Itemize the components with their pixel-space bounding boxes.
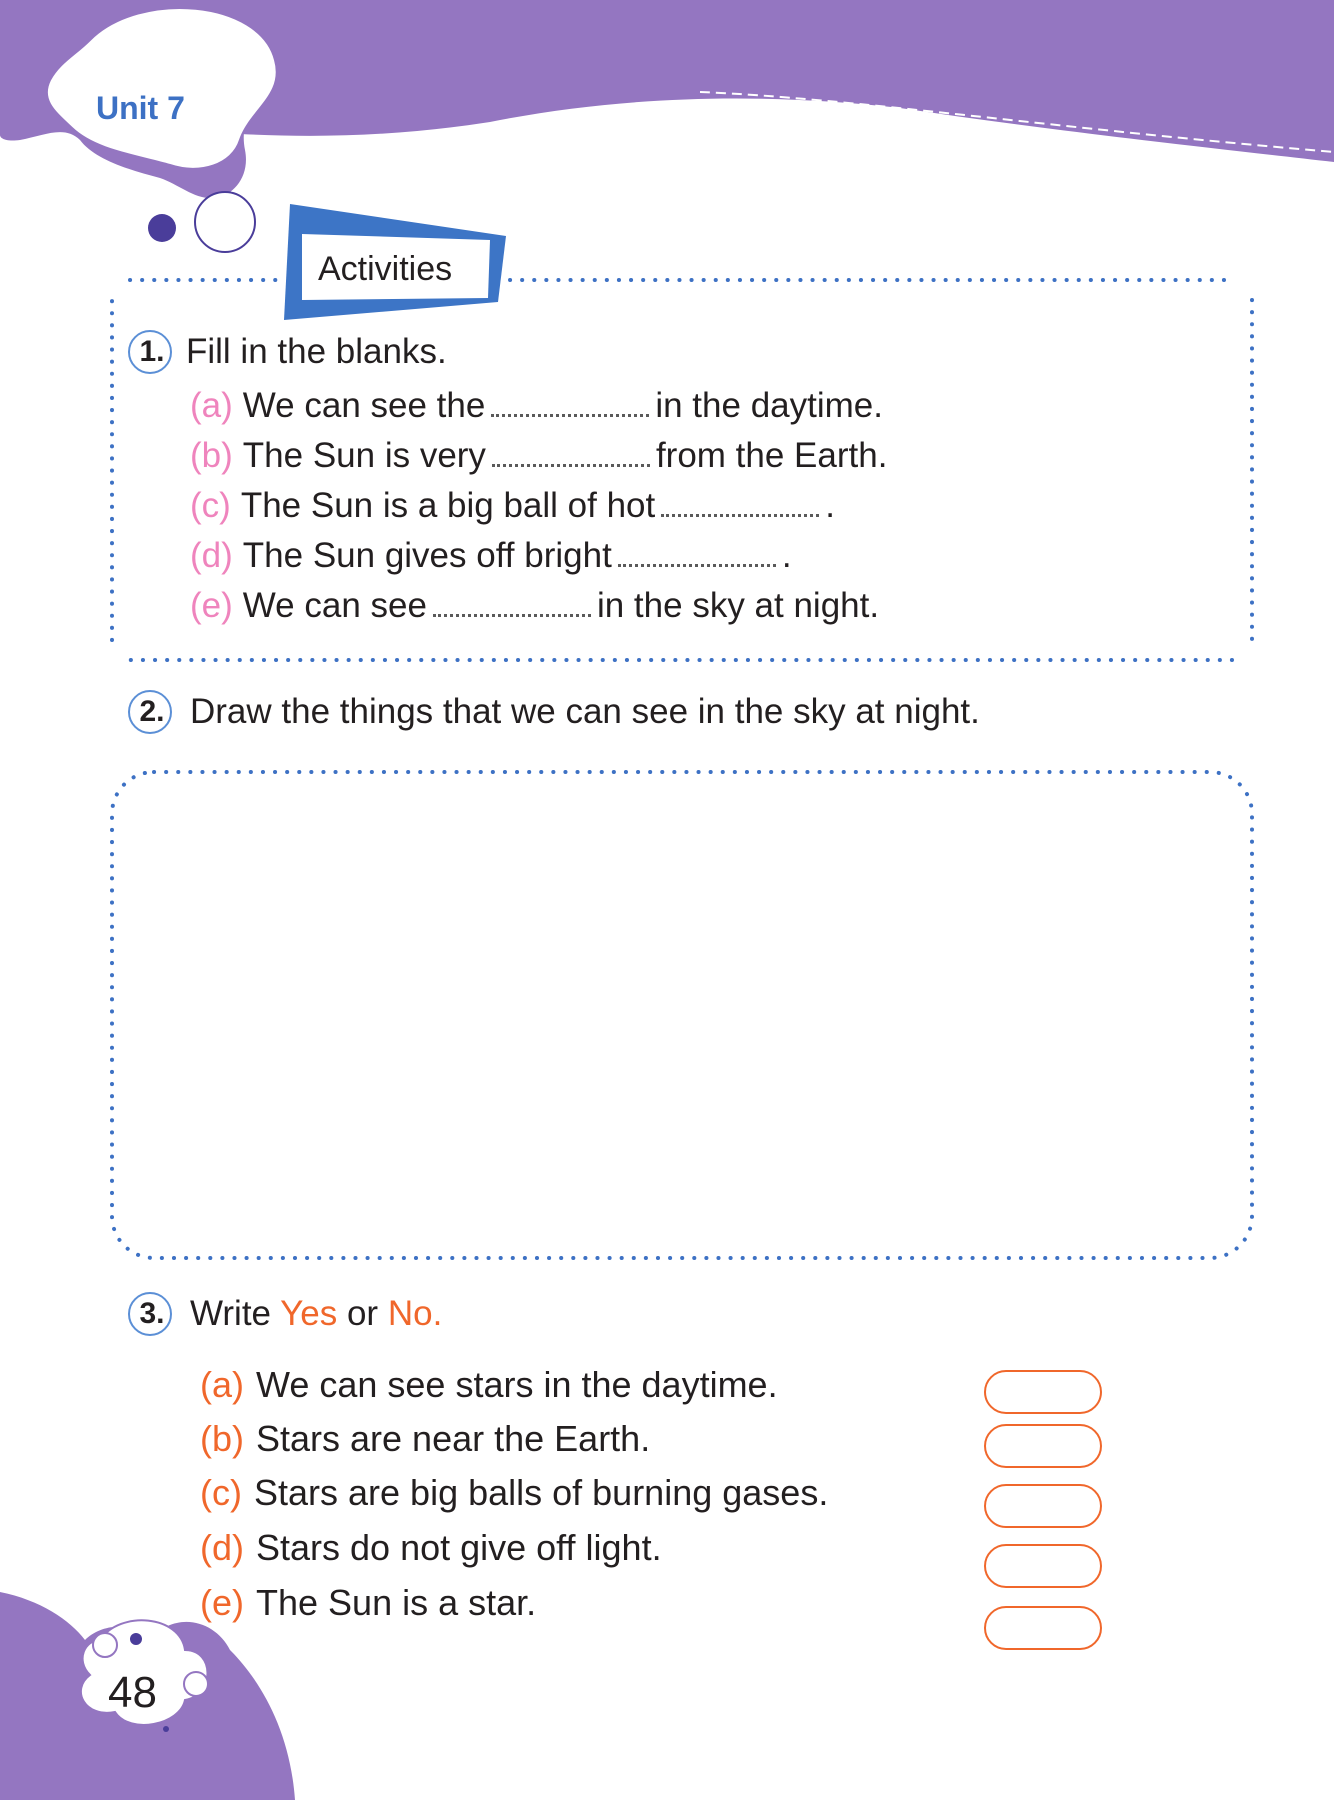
- q1-item-after: in the sky at night.: [596, 586, 880, 625]
- q1-item-after: .: [825, 486, 835, 525]
- q3-title-middle: or: [346, 1294, 379, 1333]
- yes-word: Yes: [280, 1294, 338, 1333]
- q1-number-badge: [128, 330, 172, 374]
- blank-field[interactable]: [618, 542, 776, 567]
- q3-item-letter: (a): [200, 1364, 244, 1405]
- q3-item-text: Stars are near the Earth.: [256, 1418, 651, 1459]
- q2-number: 2.: [139, 695, 165, 728]
- footer-dot: [130, 1633, 142, 1645]
- footer-ring: [93, 1633, 117, 1657]
- q1-item-before: The Sun gives off bright: [242, 536, 612, 575]
- answer-box-d[interactable]: [984, 1544, 1102, 1588]
- q3-item-text: We can see stars in the daytime.: [256, 1364, 778, 1405]
- q1-item-before: We can see: [242, 586, 427, 625]
- q1-item-a: [190, 386, 883, 426]
- drawing-area[interactable]: [120, 780, 1244, 1250]
- q3-number: 3.: [139, 1297, 165, 1330]
- q1-item-before: The Sun is very: [242, 436, 486, 475]
- q3-number-badge: [128, 1292, 172, 1336]
- q3-item-e: [200, 1582, 536, 1624]
- q1-item-d: [190, 536, 792, 576]
- no-word: No.: [387, 1294, 443, 1333]
- q3-item-letter: (c): [200, 1472, 242, 1513]
- footer-dot-2: [163, 1726, 169, 1732]
- q3-item-letter: (e): [200, 1582, 244, 1623]
- q3-item-text: Stars do not give off light.: [256, 1527, 662, 1568]
- q1-item-after: from the Earth.: [655, 436, 888, 475]
- blank-field[interactable]: [433, 592, 591, 617]
- q1-number: 1.: [139, 335, 165, 368]
- q1-item-letter: (e): [190, 586, 233, 625]
- activities-label: Activities: [318, 250, 453, 288]
- q1-item-before: The Sun is a big ball of hot: [240, 486, 656, 525]
- unit-label: Unit 7: [96, 90, 185, 126]
- page-number: 48: [108, 1668, 157, 1717]
- q3-item-text: The Sun is a star.: [256, 1582, 537, 1623]
- q1-item-b: [190, 436, 887, 476]
- q2-title: Draw the things that we can see in the sky at night.: [190, 692, 980, 731]
- q3-item-letter: (d): [200, 1527, 244, 1568]
- bubble-ring: [195, 192, 255, 252]
- blank-field[interactable]: [491, 392, 649, 417]
- q1-title: Fill in the blanks.: [186, 332, 447, 371]
- q3-title-prefix: Write: [190, 1294, 272, 1333]
- answer-box-c[interactable]: [984, 1484, 1102, 1528]
- q1-item-letter: (a): [190, 386, 233, 425]
- q1-item-c: [190, 486, 835, 526]
- q3-item-text: Stars are big balls of burning gases.: [253, 1472, 829, 1513]
- footer-ring-2: [184, 1672, 208, 1696]
- answer-box-b[interactable]: [984, 1424, 1102, 1468]
- blank-field[interactable]: [492, 442, 650, 467]
- q3-item-letter: (b): [200, 1418, 244, 1459]
- q1-item-letter: (d): [190, 536, 233, 575]
- q3-item-d: [200, 1527, 662, 1569]
- q3-title: [190, 1294, 442, 1334]
- bubble-dot: [148, 214, 176, 242]
- q1-item-letter: (b): [190, 436, 233, 475]
- q1-item-letter: (c): [190, 486, 231, 525]
- q3-item-c: [200, 1472, 828, 1514]
- q1-item-after: in the daytime.: [655, 386, 883, 425]
- q1-item-e: [190, 586, 879, 626]
- blank-field[interactable]: [661, 492, 819, 517]
- answer-box-a[interactable]: [984, 1370, 1102, 1414]
- q1-item-after: .: [781, 536, 792, 575]
- q3-item-a: [200, 1364, 778, 1406]
- q3-item-b: [200, 1418, 650, 1460]
- q2-number-badge: [128, 690, 172, 734]
- answer-box-e[interactable]: [984, 1606, 1102, 1650]
- q1-item-before: We can see the: [242, 386, 486, 425]
